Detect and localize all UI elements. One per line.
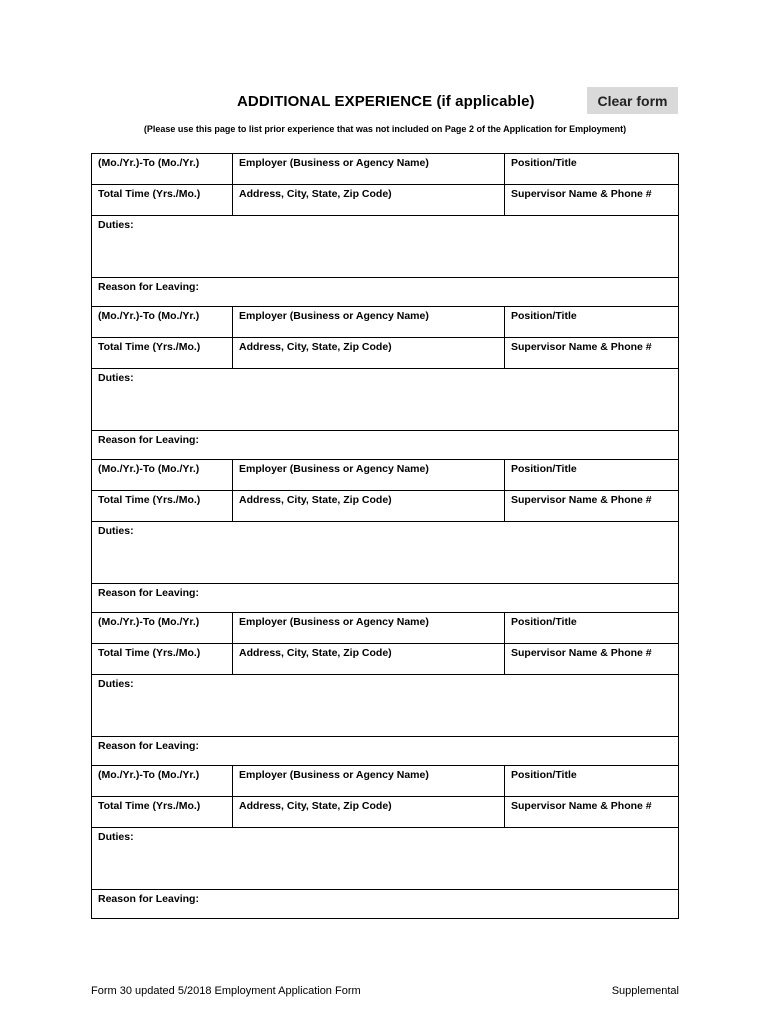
duties-field[interactable]	[92, 828, 678, 889]
entry-5-row-duties	[92, 828, 678, 890]
dates-label: (Mo./Yr.)-To (Mo./Yr.)	[98, 310, 200, 322]
position-label: Position/Title	[511, 616, 577, 628]
position-label: Position/Title	[511, 463, 577, 475]
total-time-field[interactable]	[92, 797, 233, 827]
position-field[interactable]	[505, 307, 678, 337]
duties-field[interactable]	[92, 369, 678, 430]
entry-3-row-dates	[92, 460, 678, 491]
total-time-field[interactable]	[92, 644, 233, 674]
entry-4-row-duties	[92, 675, 678, 737]
entry-4-row-reason	[92, 737, 678, 766]
page-title: ADDITIONAL EXPERIENCE (if applicable)	[237, 93, 535, 110]
reason-field[interactable]	[92, 431, 678, 459]
address-label: Address, City, State, Zip Code)	[239, 341, 392, 353]
employer-field[interactable]	[233, 154, 505, 184]
supervisor-label: Supervisor Name & Phone #	[511, 800, 652, 812]
duties-label: Duties:	[98, 372, 134, 384]
position-field[interactable]	[505, 613, 678, 643]
dates-label: (Mo./Yr.)-To (Mo./Yr.)	[98, 616, 200, 628]
duties-label: Duties:	[98, 831, 134, 843]
duties-label: Duties:	[98, 219, 134, 231]
position-label: Position/Title	[511, 769, 577, 781]
dates-label: (Mo./Yr.)-To (Mo./Yr.)	[98, 463, 200, 475]
address-field[interactable]	[233, 185, 505, 215]
entry-5-row-reason	[92, 890, 678, 919]
supervisor-label: Supervisor Name & Phone #	[511, 188, 652, 200]
dates-field[interactable]	[92, 766, 233, 796]
entry-2-row-duties	[92, 369, 678, 431]
duties-field[interactable]	[92, 522, 678, 583]
employer-field[interactable]	[233, 766, 505, 796]
reason-label: Reason for Leaving:	[98, 740, 199, 752]
duties-label: Duties:	[98, 525, 134, 537]
entry-1-row-dates	[92, 154, 678, 185]
footer-form-id: Form 30 updated 5/2018 Employment Application Form	[91, 985, 361, 997]
supervisor-field[interactable]	[505, 491, 678, 521]
employer-field[interactable]	[233, 613, 505, 643]
experience-form	[91, 153, 679, 919]
reason-label: Reason for Leaving:	[98, 893, 199, 905]
position-field[interactable]	[505, 154, 678, 184]
entry-5-row-time	[92, 797, 678, 828]
address-label: Address, City, State, Zip Code)	[239, 647, 392, 659]
footer-supplemental: Supplemental	[611, 985, 679, 997]
position-field[interactable]	[505, 766, 678, 796]
total-time-label: Total Time (Yrs./Mo.)	[98, 647, 201, 659]
address-label: Address, City, State, Zip Code)	[239, 188, 392, 200]
position-label: Position/Title	[511, 157, 577, 169]
supervisor-field[interactable]	[505, 797, 678, 827]
total-time-field[interactable]	[92, 338, 233, 368]
entry-3-row-duties	[92, 522, 678, 584]
address-label: Address, City, State, Zip Code)	[239, 494, 392, 506]
total-time-field[interactable]	[92, 185, 233, 215]
entry-1-row-time	[92, 185, 678, 216]
dates-field[interactable]	[92, 307, 233, 337]
employer-field[interactable]	[233, 307, 505, 337]
entry-3-row-reason	[92, 584, 678, 613]
total-time-field[interactable]	[92, 491, 233, 521]
dates-label: (Mo./Yr.)-To (Mo./Yr.)	[98, 769, 200, 781]
employer-label: Employer (Business or Agency Name)	[239, 769, 429, 781]
address-label: Address, City, State, Zip Code)	[239, 800, 392, 812]
employer-label: Employer (Business or Agency Name)	[239, 463, 429, 475]
reason-field[interactable]	[92, 584, 678, 612]
supervisor-field[interactable]	[505, 644, 678, 674]
entry-1-row-duties	[92, 216, 678, 278]
position-label: Position/Title	[511, 310, 577, 322]
address-field[interactable]	[233, 644, 505, 674]
dates-field[interactable]	[92, 613, 233, 643]
total-time-label: Total Time (Yrs./Mo.)	[98, 188, 201, 200]
supervisor-label: Supervisor Name & Phone #	[511, 494, 652, 506]
dates-field[interactable]	[92, 460, 233, 490]
entry-2-row-dates	[92, 307, 678, 338]
employer-field[interactable]	[233, 460, 505, 490]
clear-form-button[interactable]: Clear form	[587, 87, 678, 114]
reason-field[interactable]	[92, 278, 678, 306]
employer-label: Employer (Business or Agency Name)	[239, 616, 429, 628]
duties-label: Duties:	[98, 678, 134, 690]
reason-label: Reason for Leaving:	[98, 281, 199, 293]
page-subtitle: (Please use this page to list prior experience that was not included on Page 2 of the Application for Employment)	[143, 124, 627, 134]
total-time-label: Total Time (Yrs./Mo.)	[98, 494, 201, 506]
supervisor-label: Supervisor Name & Phone #	[511, 647, 652, 659]
employer-label: Employer (Business or Agency Name)	[239, 157, 429, 169]
entry-2-row-time	[92, 338, 678, 369]
supervisor-label: Supervisor Name & Phone #	[511, 341, 652, 353]
reason-label: Reason for Leaving:	[98, 587, 199, 599]
reason-field[interactable]	[92, 737, 678, 765]
supervisor-field[interactable]	[505, 338, 678, 368]
entry-2-row-reason	[92, 431, 678, 460]
supervisor-field[interactable]	[505, 185, 678, 215]
duties-field[interactable]	[92, 216, 678, 277]
total-time-label: Total Time (Yrs./Mo.)	[98, 800, 201, 812]
dates-label: (Mo./Yr.)-To (Mo./Yr.)	[98, 157, 200, 169]
address-field[interactable]	[233, 797, 505, 827]
position-field[interactable]	[505, 460, 678, 490]
entry-4-row-time	[92, 644, 678, 675]
entry-3-row-time	[92, 491, 678, 522]
entry-5-row-dates	[92, 766, 678, 797]
reason-field[interactable]	[92, 890, 678, 918]
address-field[interactable]	[233, 338, 505, 368]
total-time-label: Total Time (Yrs./Mo.)	[98, 341, 201, 353]
address-field[interactable]	[233, 491, 505, 521]
entry-1-row-reason	[92, 278, 678, 307]
dates-field[interactable]	[92, 154, 233, 184]
employer-label: Employer (Business or Agency Name)	[239, 310, 429, 322]
reason-label: Reason for Leaving:	[98, 434, 199, 446]
entry-4-row-dates	[92, 613, 678, 644]
duties-field[interactable]	[92, 675, 678, 736]
